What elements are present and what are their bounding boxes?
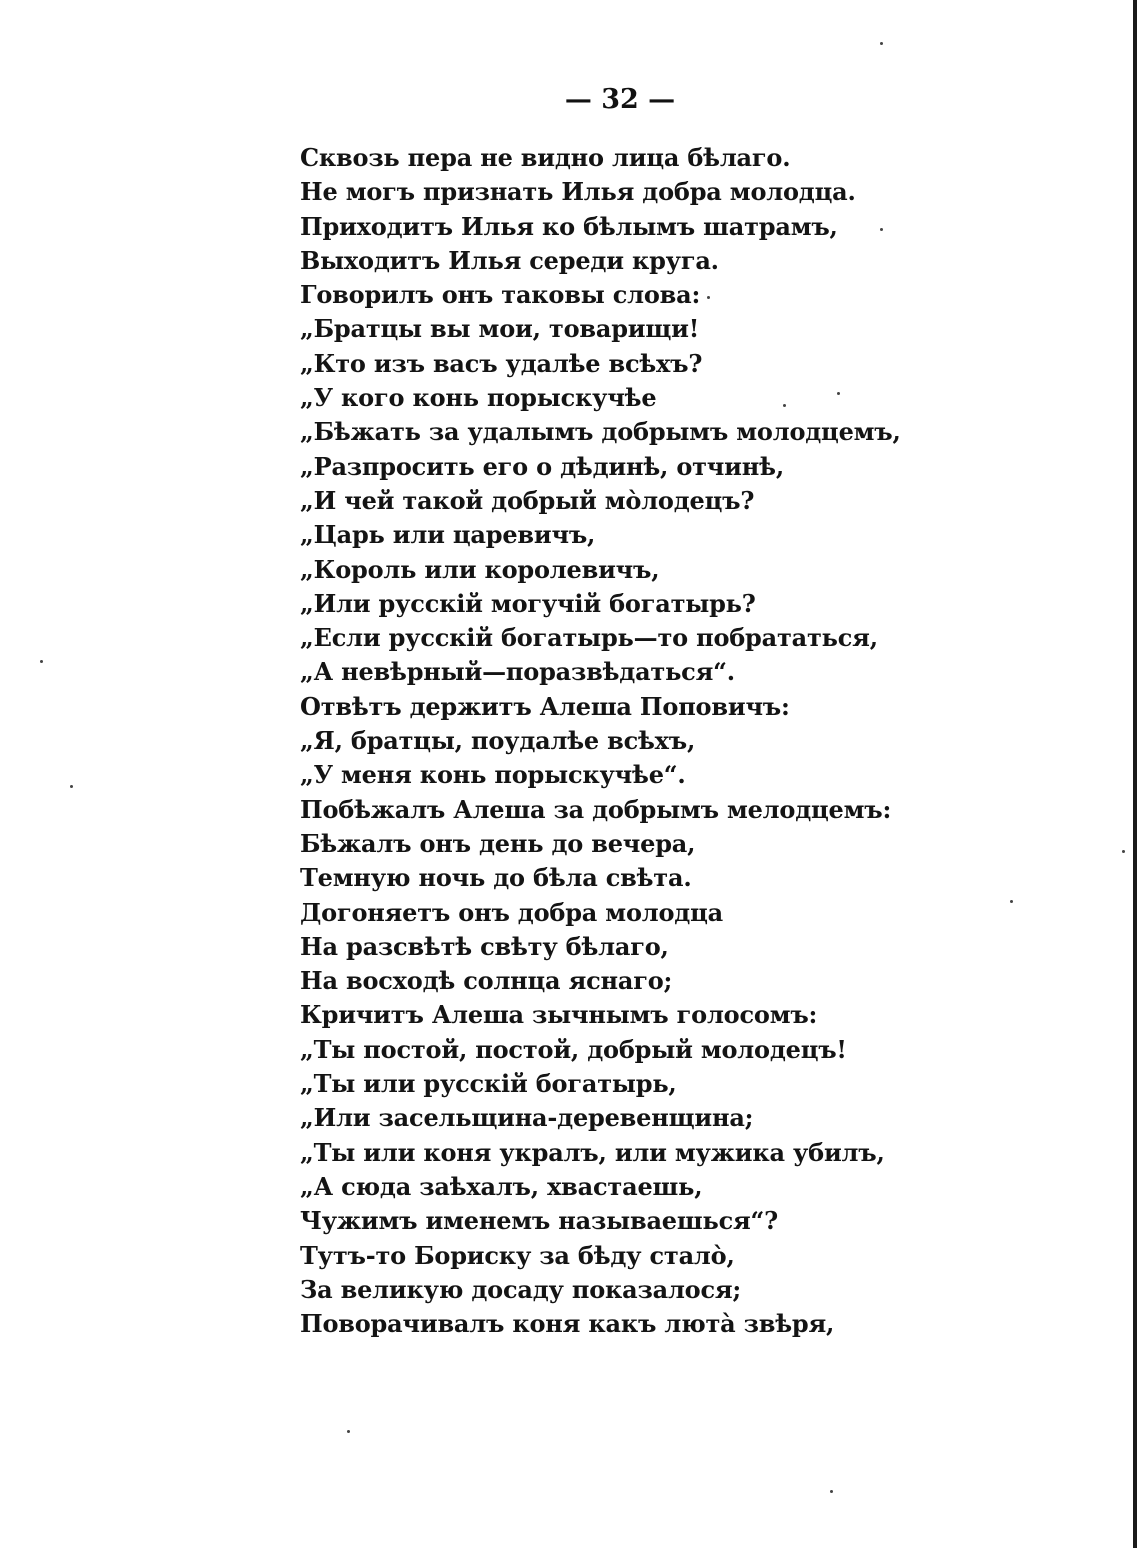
paper-speck: [783, 404, 786, 407]
verse-line: Чужимъ именемъ называешься“?: [300, 1206, 778, 1236]
paper-speck: [70, 785, 73, 788]
verse-line: „Или русскій могучій богатырь?: [300, 588, 756, 618]
verse-line: Не могъ признать Илья добра молодца.: [300, 177, 856, 207]
paper-speck: [1122, 850, 1125, 853]
paper-speck: [1010, 900, 1013, 903]
verse-line: За великую досаду показалося;: [300, 1274, 742, 1304]
verse-line: „Ты или русскій богатырь,: [300, 1069, 677, 1099]
verse-line: „А невѣрный—поразвѣдаться“.: [300, 657, 735, 687]
page-edge-shadow: [1133, 0, 1137, 1548]
verse-line: Приходитъ Илья ко бѣлымъ шатрамъ,: [300, 211, 838, 241]
verse-line: „Кто изъ васъ удалѣе всѣхъ?: [300, 348, 703, 378]
paper-speck: [837, 392, 840, 395]
verse-line: Побѣжалъ Алеша за добрымъ мелодцемъ:: [300, 794, 892, 824]
verse-line: Догоняетъ онъ добра молодца: [300, 897, 723, 927]
verse-line: На восходѣ солнца яснаго;: [300, 966, 673, 996]
verse-line: Поворачивалъ коня какъ люта̀ звѣря,: [300, 1309, 835, 1339]
paper-speck: [830, 1490, 833, 1493]
verse-line: „Если русскій богатырь—то побрататься,: [300, 623, 878, 653]
verse-line: „Разпросить его о дѣдинѣ, отчинѣ,: [300, 451, 784, 481]
verse-line: „Король или королевичъ,: [300, 554, 660, 584]
paper-speck: [347, 1430, 350, 1433]
paper-speck: [880, 42, 883, 45]
verse-line: „Или засельщина-деревенщина;: [300, 1103, 754, 1133]
verse-line: „Братцы вы мои, товарищи!: [300, 314, 700, 344]
page-number: — 32 —: [564, 84, 676, 115]
verse-line: „Царь или царевичъ,: [300, 520, 596, 550]
verse-line: „У меня конь порыскучѣе“.: [300, 760, 686, 790]
verse-line: „Ты постой, постой, добрый молодецъ!: [300, 1034, 847, 1064]
verse-line: Выходитъ Илья середи круга.: [300, 245, 719, 275]
verse-line: Бѣжалъ онъ день до вечера,: [300, 828, 696, 858]
verse-line: Говорилъ онъ таковы слова:: [300, 280, 701, 310]
verse-line: „И чей такой добрый мо̀лодецъ?: [300, 485, 755, 515]
verse-line: „У кого конь порыскучѣе: [300, 383, 657, 413]
verse-text: [300, 141, 1000, 1341]
verse-line: Кричитъ Алеша зычнымъ голосомъ:: [300, 1000, 818, 1030]
verse-line: „Бѣжать за удалымъ добрымъ молодцемъ,: [300, 417, 901, 447]
verse-line: На разсвѣтѣ свѣту бѣлаго,: [300, 931, 669, 961]
verse-line: Отвѣтъ держитъ Алеша Поповичъ:: [300, 691, 790, 721]
verse-line: Сквозь пера не видно лица бѣлаго.: [300, 143, 791, 172]
paper-speck: [40, 660, 43, 663]
verse-line: „А сюда заѣхалъ, хвастаешь,: [300, 1171, 703, 1201]
verse-line: Темную ночь до бѣла свѣта.: [300, 863, 692, 893]
verse-line: „Я, братцы, поудалѣе всѣхъ,: [300, 726, 696, 756]
paper-speck: [880, 228, 883, 231]
verse-line: Тутъ-то Бориску за бѣду стало̀,: [300, 1240, 735, 1270]
paper-speck: [707, 296, 710, 299]
verse-line: „Ты или коня укралъ, или мужика убилъ,: [300, 1137, 885, 1167]
